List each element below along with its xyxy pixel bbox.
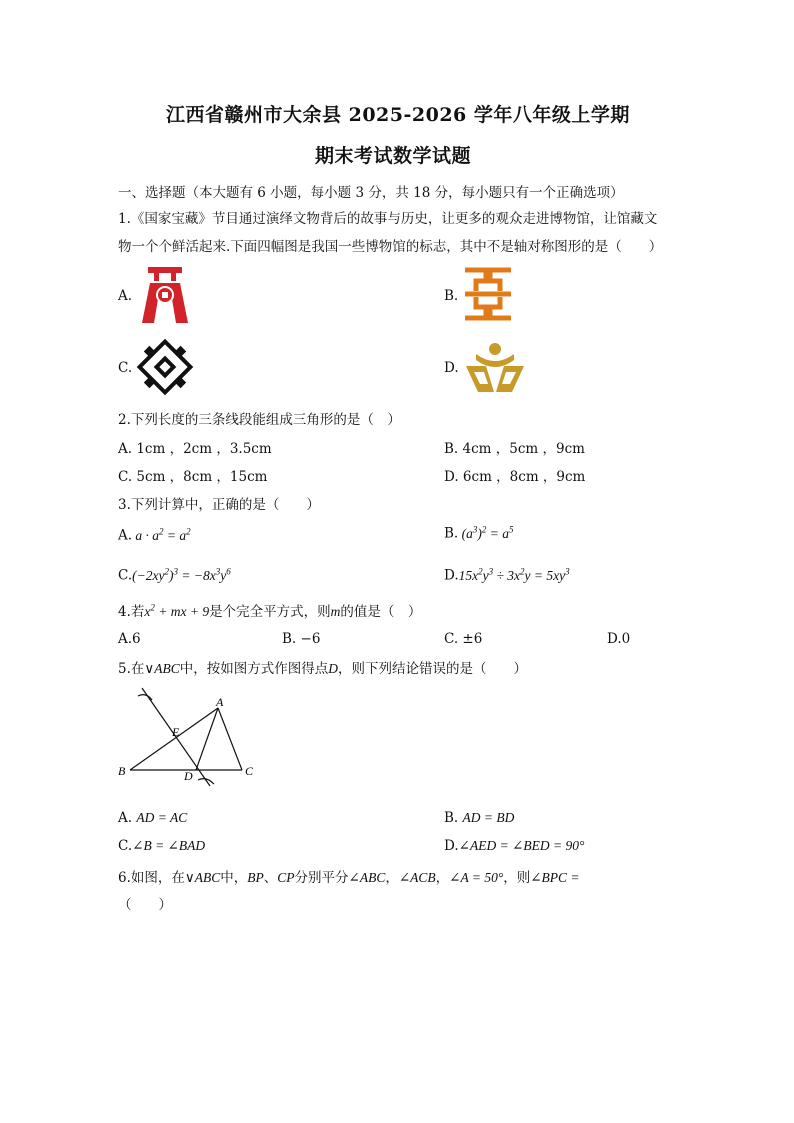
q5-option-b-math: AD = BD <box>462 810 515 825</box>
q3-option-d-label: D. <box>444 567 459 584</box>
q1-option-b-label: B. <box>444 288 459 304</box>
q6-answer-paren: （ ） <box>118 897 172 913</box>
q5-option-a <box>118 810 187 826</box>
q4-stem-end: 的值是（ ） <box>340 604 422 620</box>
museum-logo-a-icon <box>136 265 194 327</box>
arc-mark-bottom <box>198 779 214 784</box>
segment-ba <box>130 708 218 770</box>
q6-stem-d: 分别平分 <box>294 870 349 886</box>
q2-option-d: D. 6cm ，8cm ，9cm <box>444 469 586 485</box>
q6-math-triangle: ∨ABC <box>184 870 221 885</box>
q5-stem-c: ，则下列结论错误的是（ ） <box>338 661 528 677</box>
q2-option-c: C. 5cm ，8cm ，15cm <box>118 469 268 485</box>
q6-stem-g: ，则 <box>503 870 531 886</box>
q3-option-a-math: $a \cdot a^2 = a^2$ <box>132 526 191 543</box>
q5-option-b <box>444 810 514 826</box>
q4-option-b: B. −6 <box>282 631 321 647</box>
q4-option-d: D.0 <box>607 631 631 647</box>
q6-math-acb: ∠ACB <box>398 870 436 885</box>
q4-stem-expression: $x^2$ + mx + 9 <box>144 602 210 619</box>
q5-option-a-math: AD = AC <box>136 810 188 825</box>
label-b: B <box>118 764 126 778</box>
q1-stem-line1: 1.《国家宝藏》节目通过演绎文物背后的故事与历史，让更多的观众走进博物馆，让馆藏文 <box>118 211 658 227</box>
segment-ad <box>196 708 218 770</box>
q5-stem-a: 5.在 <box>118 661 145 677</box>
q3-option-d <box>444 566 570 584</box>
q3-option-b <box>444 524 513 542</box>
q5-stem-b: 中，按如图方式作图得点 <box>179 661 329 677</box>
q5-option-b-label: B. <box>444 810 463 826</box>
q1-option-c-label: C. <box>118 360 133 376</box>
q4-option-a: A.6 <box>118 631 141 647</box>
q5-stem-point: D <box>328 661 339 676</box>
label-a: A <box>216 695 224 709</box>
q5-option-d-label: D. <box>444 838 459 854</box>
q3-option-c-label: C. <box>118 567 133 584</box>
q5-stem-triangle: ∨ABC <box>144 661 180 676</box>
q1-option-a-label: A. <box>118 288 133 304</box>
q4-stem <box>118 600 421 620</box>
segment-ac <box>218 708 242 770</box>
q2-option-a: A. 1cm ，2cm ，3.5cm <box>118 441 272 457</box>
museum-logo-c-icon <box>134 336 196 402</box>
q5-triangle-figure <box>114 680 264 796</box>
q3-option-b-label: B. <box>444 525 459 542</box>
q6-math-bp: BP <box>247 870 264 885</box>
title-line-1: 江西省赣州市大余县 2025-2026 学年八年级上学期 <box>166 104 630 126</box>
q5-stem <box>118 657 527 677</box>
q4-option-c: C. ±6 <box>444 631 483 647</box>
museum-logo-b-icon <box>462 267 514 325</box>
q3-option-a-label: A. <box>118 527 133 544</box>
q6-stem-c: 、 <box>263 870 278 886</box>
q5-option-d <box>444 838 584 854</box>
q6-math-angle-a: ∠A = 50° <box>449 870 504 885</box>
q3-option-c-math: $(-2xy^2)^3 = -8x^3y^6$ <box>132 566 231 583</box>
q5-option-c-label: C. <box>118 838 133 854</box>
q3-option-b-math: $(a^3)^2 = a^5$ <box>458 524 514 541</box>
museum-logo-d-icon <box>464 340 526 398</box>
q2-stem: 2.下列长度的三条线段能组成三角形的是（ ） <box>118 412 401 428</box>
section-heading: 一、选择题（本大题有 6 小题，每小题 3 分，共 18 分，每小题只有一个正确选项） <box>118 185 624 201</box>
q1-stem-line2: 物一个个鲜活起来.下面四幅图是我国一些博物馆的标志，其中不是轴对称图形的是（ ） <box>118 239 663 255</box>
q3-option-d-math: $15x^2y^3 \div 3x^2y = 5xy^3$ <box>458 566 570 583</box>
q6-stem-e: ， <box>385 870 399 886</box>
label-e: E <box>172 725 180 739</box>
q6-math-bpc: ∠BPC = <box>530 870 580 885</box>
q6-math-abc: ∠ABC <box>348 870 386 885</box>
q6-math-cp: CP <box>277 870 295 885</box>
q5-option-c <box>118 838 205 854</box>
q3-stem: 3.下列计算中，正确的是（ ） <box>118 497 320 513</box>
q6-stem-a: 6.如图，在 <box>118 870 185 886</box>
label-c: C <box>245 764 254 778</box>
q4-stem-suffix: 是个完全平方式，则 <box>209 604 331 620</box>
title-line-2: 期末考试数学试题 <box>315 145 472 167</box>
q5-option-c-math: ∠B = ∠BAD <box>132 838 206 853</box>
q4-stem-variable: m <box>330 604 341 619</box>
q3-option-a <box>118 526 191 544</box>
q5-option-d-math: ∠AED = ∠BED = 90° <box>458 838 585 853</box>
q1-option-d-label: D. <box>444 360 459 376</box>
label-d: D <box>184 769 193 783</box>
q4-stem-prefix: 4.若 <box>118 604 145 620</box>
q5-option-a-label: A. <box>118 810 137 826</box>
q6-stem-f: ， <box>435 870 450 886</box>
q3-option-c <box>118 566 231 584</box>
q6-stem <box>118 866 580 886</box>
q6-stem-b: 中， <box>220 870 248 886</box>
q2-option-b: B. 4cm ，5cm ，9cm <box>444 441 585 457</box>
